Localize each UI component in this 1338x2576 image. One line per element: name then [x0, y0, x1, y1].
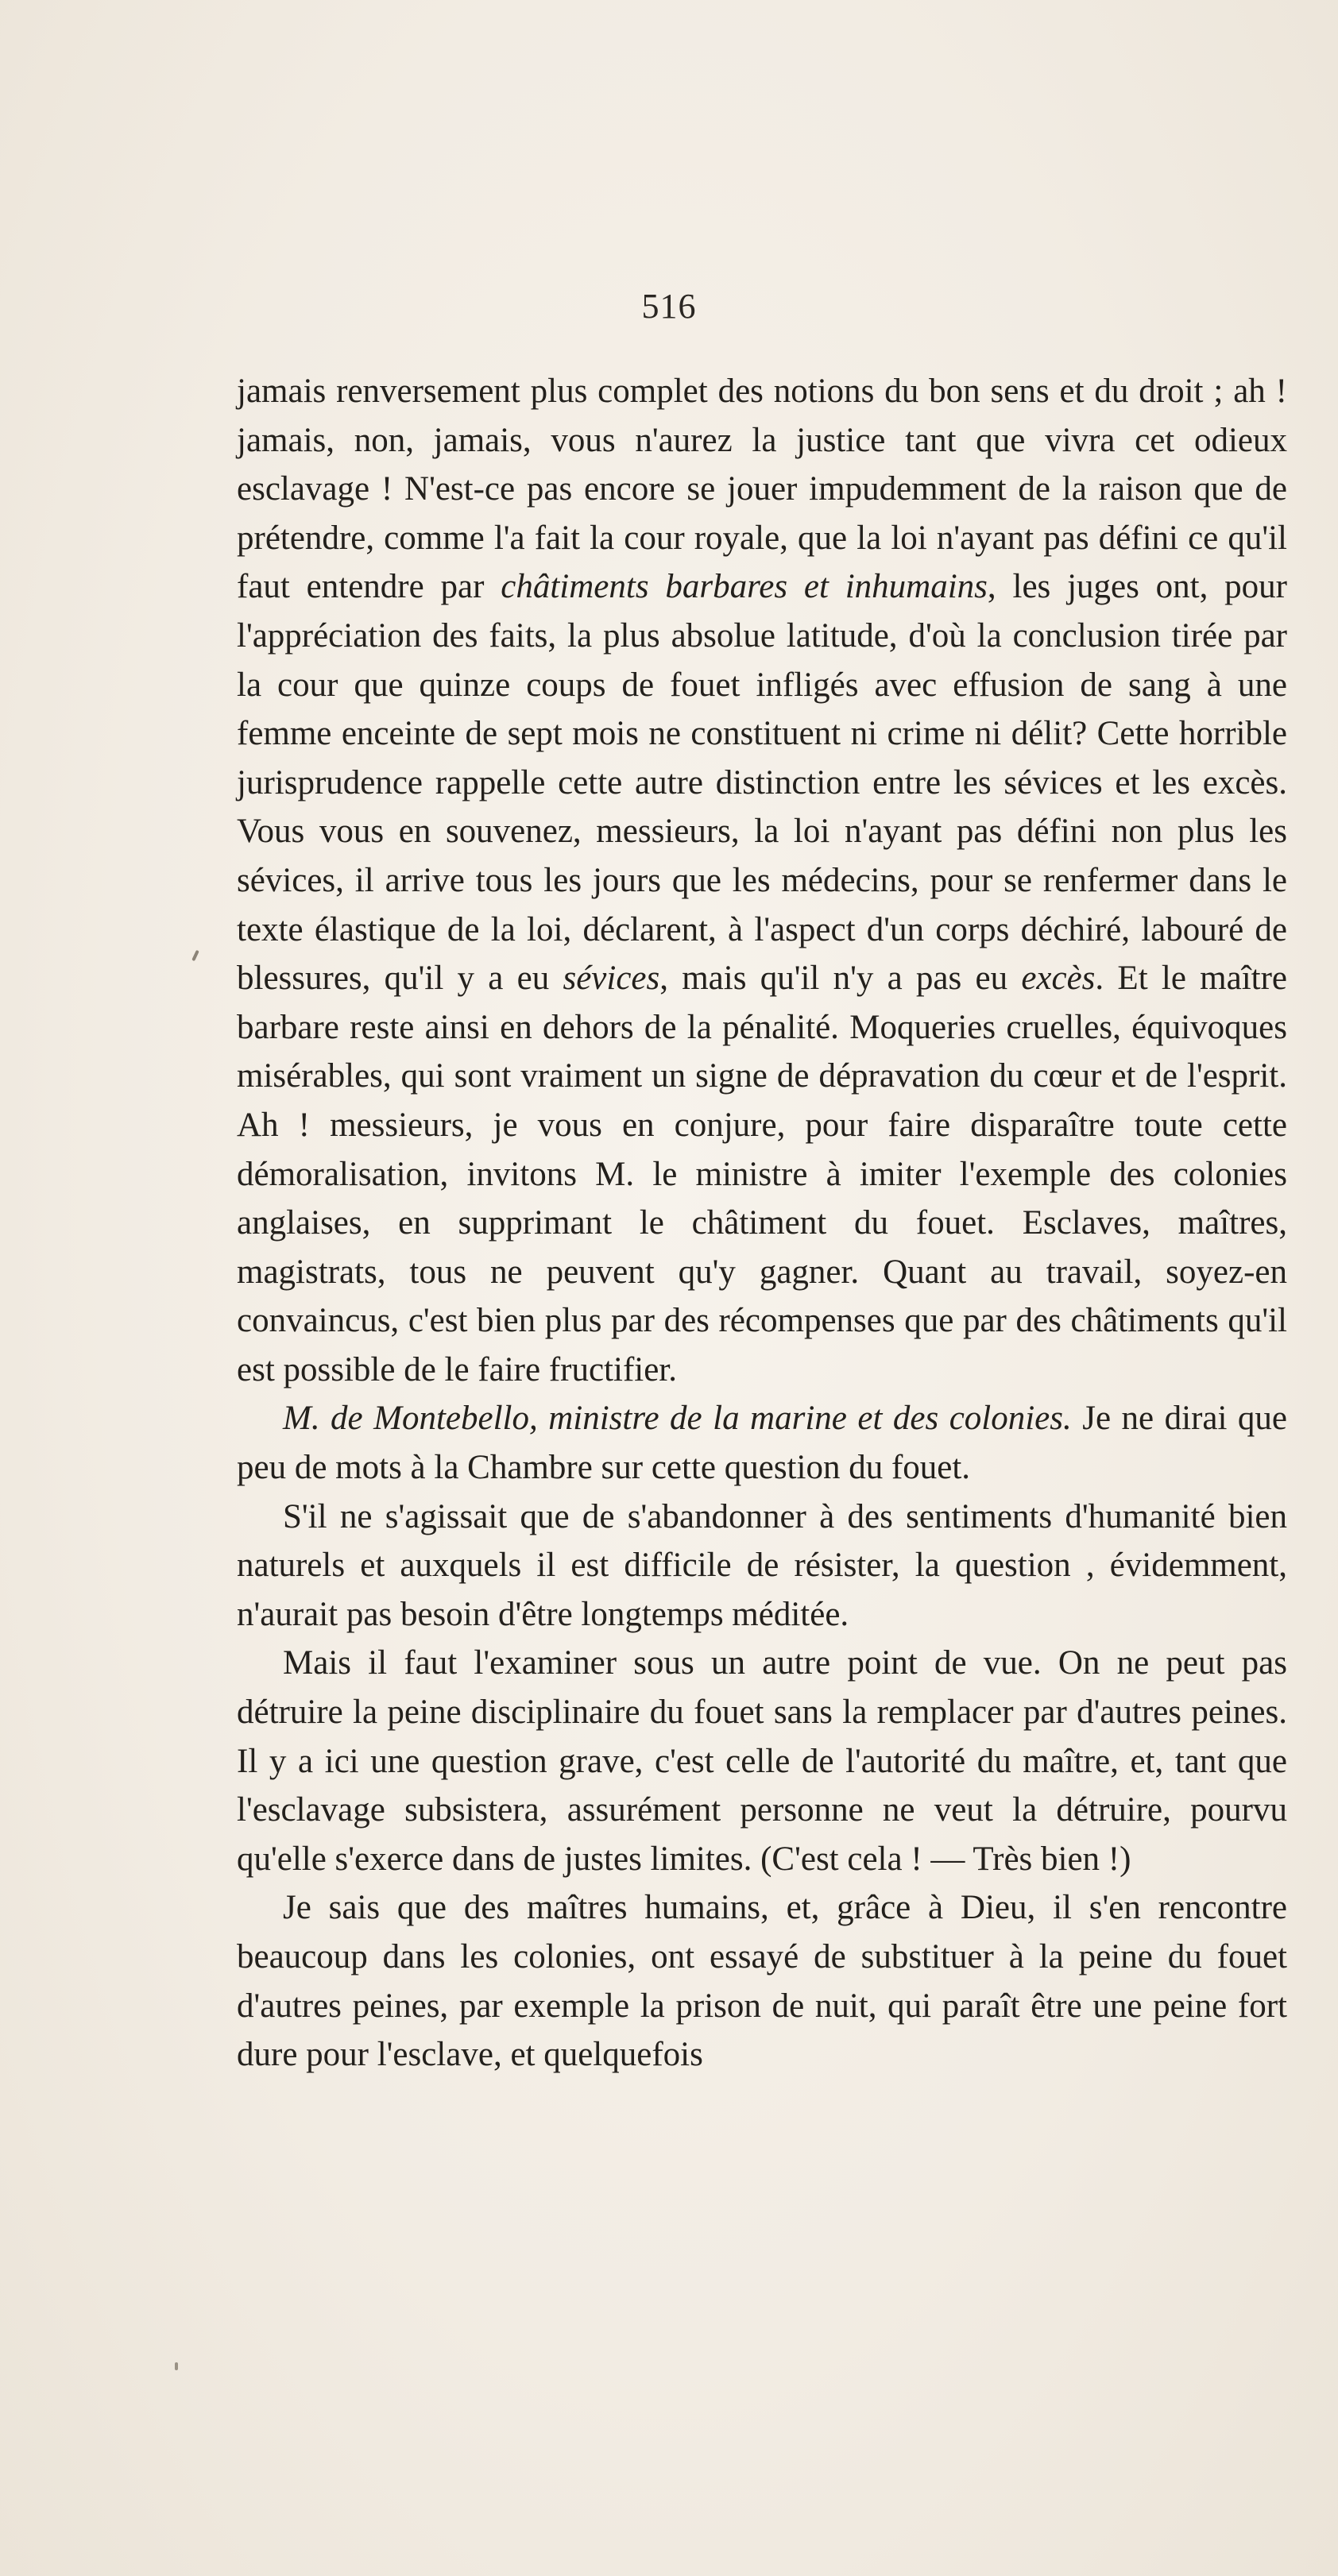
paragraph	[237, 1639, 1287, 1883]
margin-mark	[191, 950, 199, 961]
text-segment: Je ne dirai que peu de mots à la Chambre sur cette question du fouet.	[237, 1400, 1287, 1487]
page-number: 516	[641, 287, 697, 326]
text-segment: Mais il faut l'examiner sous un autre point de vue. On ne peut pas détruire la peine disciplinaire du fouet sans la remplacer par d'autres peines. Il y a ici une question grave, c'est celle de l'autorité du maître, et, tant que l'esclavage subsistera, assurément personne ne veut la détruire, pourvu qu'elle s'exerce dans de justes limites. (C'est cela ! — Très bien !)	[237, 1644, 1287, 1878]
speaker-name: M. de Montebello, ministre de la marine et des colonies.	[283, 1400, 1072, 1438]
text-segment: . Et le maître barbare reste ainsi en dehors de la pénalité. Moqueries cruelles, équivoques misérables, qui sont vraiment un signe de dépravation du cœur et de l'esprit. Ah ! messieurs, je vous en conjure, pour faire disparaître toute cette démoralisation, invitons M. le ministre à imiter l'exemple des colonies anglaises, en supprimant le châtiment du fouet. Esclaves, maîtres, magistrats, tous ne peuvent qu'y gagner. Quant au travail, soyez-en convaincus, c'est bien plus par des récompenses que par des châtiments qu'il est possible de le faire fructifier.	[237, 960, 1288, 1388]
italic-phrase: excès	[1021, 960, 1096, 998]
paragraph	[237, 1883, 1287, 2079]
italic-phrase: sévices	[563, 960, 660, 998]
text-segment: Je sais que des maîtres humains, et, grâce à Dieu, il s'en rencontre beaucoup dans les colonies, ont essayé de substituer à la peine du fouet d'autres peines, par exemple la prison de nuit, qui paraît être une peine fort dure pour l'esclave, et quelquefois	[237, 1889, 1287, 2074]
text-segment: S'il ne s'agissait que de s'abandonner à des sentiments d'humanité bien naturels et auxquels il est difficile de résister, la question , évidemment, n'aurait pas besoin d'être longtemps méditée.	[237, 1497, 1287, 1633]
text-segment: , mais qu'il n'y a pas eu	[659, 960, 1022, 998]
paragraph	[237, 1493, 1287, 1639]
paragraph-minister-speech	[237, 1394, 1287, 1492]
italic-phrase: châtiments barbares et inhumains	[501, 568, 988, 606]
margin-dot	[175, 2362, 178, 2370]
text-segment: , les juges ont, pour l'appréciation des faits, la plus absolue latitude, d'où la conclusion tirée par la cour que quinze coups de fouet infligés avec effusion de sang à une femme enceinte de sept mois ne constituent ni crime ni délit? Cette horrible jurisprudence rappelle cette autre distinction entre les sévices et les excès. Vous vous en souvenez, messieurs, la loi n'ayant pas défini non plus les sévices, il arrive tous les jours que les médecins, pour se renfermer dans le texte élastique de la loi, déclarent, à l'aspect d'un corps déchiré, labouré de blessures, qu'il y a eu	[237, 568, 1288, 998]
body-text	[237, 367, 1287, 2080]
text-segment: jamais renversement plus complet des notions du bon sens et du droit ; ah ! jamais, non, jamais, vous n'aurez la justice tant que vivra cet odieux esclavage ! N'est-ce pas encore se jouer impudemment de la raison que de prétendre, comme l'a fait la cour royale, que la loi n'ayant pas défini ce qu'il faut entendre par	[237, 373, 1287, 606]
paragraph-continuation	[237, 367, 1287, 1394]
